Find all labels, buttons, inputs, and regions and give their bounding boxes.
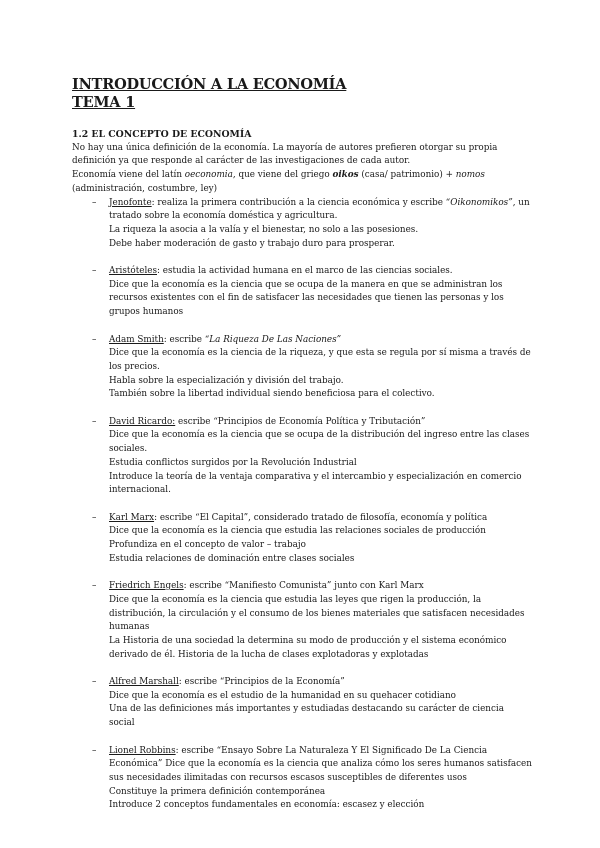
- section-title: 1.2 EL CONCEPTO DE ECONOMÍA: [72, 129, 252, 140]
- author-description-line: Dice que la economía es la ciencia que se ocupa de la distribución del ingreso entre las clases sociales.: [109, 430, 530, 455]
- author-work-intro: : escribe: [163, 334, 205, 345]
- etymology-text: Economía viene del latín: [72, 170, 185, 181]
- document-title: INTRODUCCIÓN A LA ECONOMÍA: [72, 76, 347, 93]
- author-description-line: Estudia relaciones de dominación entre clases sociales: [109, 553, 355, 564]
- list-dash-bullet: –: [92, 512, 97, 523]
- author-description-line: La Historia de una sociedad la determina su modo de producción y el sistema económico derivado de él. Historia de la lucha de clases explotadoras y explotadas: [109, 635, 507, 660]
- author-description-line: Dice que la economía es la ciencia que estudia las relaciones sociales de producción: [109, 526, 486, 537]
- author-work-title: “Oikonomikos”: [445, 197, 513, 208]
- author-description-line: Introduce la teoría de la ventaja comparativa y el intercambio y especialización en comercio internacional.: [109, 471, 522, 496]
- author-description-line: Dice que la economía es el estudio de la humanidad en su quehacer cotidiano: [109, 690, 456, 701]
- author-name: Friedrich Engels: [109, 581, 184, 592]
- author-work-intro: : realiza la primera contribución a la ciencia económica y escribe: [151, 197, 446, 208]
- list-dash-bullet: –: [92, 416, 97, 427]
- author-item: [72, 580, 532, 662]
- author-work-suffix: , un tratado sobre la economía doméstica y agricultura.: [109, 197, 530, 222]
- authors-list: [72, 197, 532, 814]
- author-heading: [109, 416, 532, 430]
- document-body: [72, 128, 532, 827]
- list-dash-bullet: –: [92, 334, 97, 345]
- author-item: [72, 676, 532, 731]
- author-name: Karl Marx: [109, 512, 155, 523]
- author-work-intro: escribe “Principios de Economía Política y Tributación”: [175, 416, 426, 427]
- etymology-paragraph: [72, 169, 532, 196]
- author-item: [72, 512, 532, 567]
- author-name: Alfred Marshall: [109, 677, 179, 688]
- author-item: [72, 197, 532, 252]
- author-work-intro: : escribe “Principios de la Economía”: [178, 677, 345, 688]
- list-dash-bullet: –: [92, 266, 97, 277]
- author-heading: [109, 265, 532, 279]
- author-description-line: También sobre la libertad individual siendo beneficiosa para el colectivo.: [109, 389, 435, 400]
- list-dash-bullet: –: [92, 197, 97, 208]
- author-item: [72, 265, 532, 320]
- etymology-greek-term: nomos: [455, 170, 485, 181]
- author-item: [72, 745, 532, 814]
- etymology-text: (administración, costumbre, ley): [72, 183, 218, 194]
- etymology-text: , que viene del griego: [232, 170, 333, 181]
- author-work-title: “La Riqueza De Las Naciones”: [204, 334, 342, 345]
- author-description-line: Dice que la economía es la ciencia que se ocupa de la manera en que se administran los recursos existentes con el fin de satisfacer las necesidades que tienen las personas y los grupos humanos: [109, 279, 504, 318]
- author-name: Jenofonte: [109, 197, 152, 208]
- author-name: David Ricardo:: [109, 416, 176, 427]
- author-work-intro: : estudia la actividad humana en el marco de las ciencias sociales.: [157, 266, 453, 277]
- author-item: [72, 334, 532, 403]
- author-work-intro: : escribe “Ensayo Sobre La Naturaleza Y El Significado De La Ciencia Económica” Dice que la economía es la ciencia que analiza cómo los seres humanos satisfacen sus necesidades ilimitadas con recursos escasos susceptibles de diferentes usos: [109, 745, 532, 783]
- author-heading: [109, 745, 532, 786]
- author-name: Aristóteles: [109, 266, 157, 277]
- list-dash-bullet: –: [92, 581, 97, 592]
- author-description-line: La riqueza la asocia a la valía y el bienestar, no solo a las posesiones.: [109, 224, 419, 235]
- author-description-line: Constituye la primera definición contemporánea: [109, 786, 326, 797]
- intro-paragraph: No hay una única definición de la economía. La mayoría de autores prefieren otorgar su propia definición ya que responde al carácter de las investigaciones de cada autor.: [72, 142, 498, 167]
- list-dash-bullet: –: [92, 677, 97, 688]
- author-work-intro: : escribe “Manifiesto Comunista” junto con Karl Marx: [183, 581, 424, 592]
- etymology-text: (casa/ patrimonio) +: [358, 170, 456, 181]
- author-heading: [109, 676, 532, 690]
- etymology-latin-term: oeconomia: [184, 170, 233, 181]
- author-description-line: Dice que la economía es la ciencia que estudia las leyes que rigen la producción, la distribución, la circulación y el consumo de los bienes materiales que satisfacen necesidades humanas: [109, 594, 525, 633]
- author-item: [72, 416, 532, 498]
- author-name: Adam Smith: [109, 334, 164, 345]
- author-name: Lionel Robbins: [109, 745, 176, 756]
- author-description-line: Introduce 2 conceptos fundamentales en economía: escasez y elección: [109, 800, 425, 811]
- author-description-line: Habla sobre la especialización y división del trabajo.: [109, 375, 344, 386]
- author-description-line: Profundiza en el concepto de valor – trabajo: [109, 540, 306, 551]
- author-description-line: Estudia conflictos surgidos por la Revolución Industrial: [109, 457, 357, 468]
- document-subtitle: TEMA 1: [72, 94, 136, 111]
- author-description-line: Una de las definiciones más importantes y estudiadas destacando su carácter de ciencia social: [109, 704, 504, 729]
- author-heading: [109, 334, 532, 348]
- author-heading: [109, 580, 532, 594]
- list-dash-bullet: –: [92, 745, 97, 756]
- author-work-intro: : escribe “El Capital”, considerado tratado de filosofía, economía y política: [154, 512, 488, 523]
- author-description-line: Dice que la economía es la ciencia de la riqueza, y que esta se regula por sí misma a través de los precios.: [109, 348, 531, 372]
- author-heading: [109, 197, 532, 224]
- etymology-greek-term: oikos: [332, 170, 359, 181]
- author-description-line: Debe haber moderación de gasto y trabajo duro para prosperar.: [109, 238, 395, 249]
- author-heading: [109, 512, 532, 526]
